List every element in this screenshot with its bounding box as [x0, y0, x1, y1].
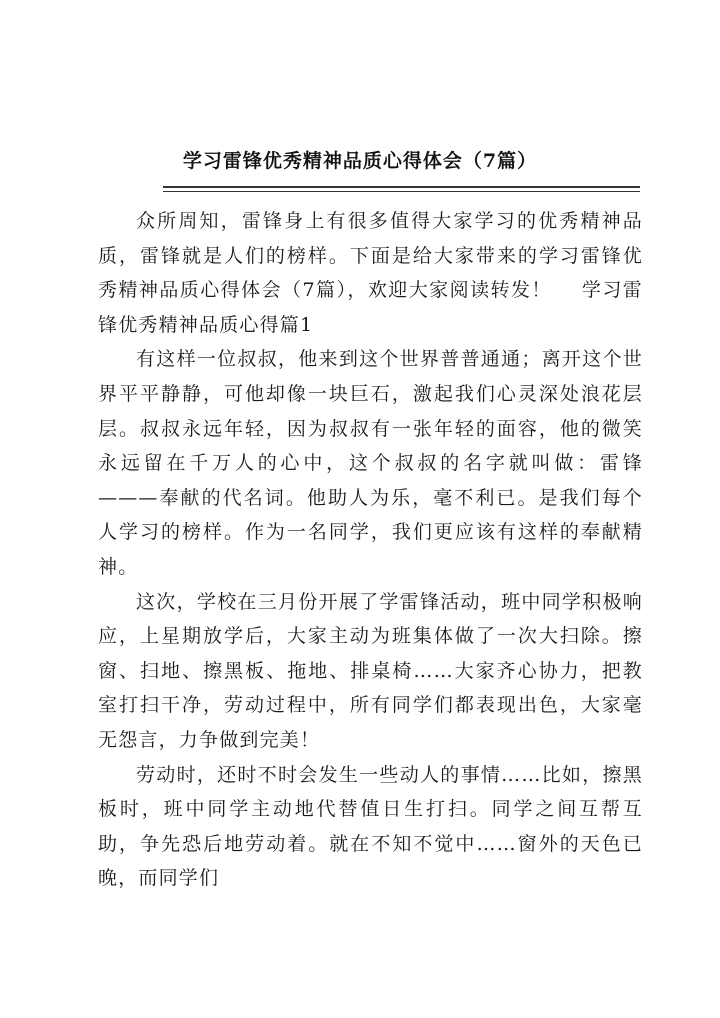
document-title: 学习雷锋优秀精神品质心得体会（7篇） — [182, 150, 538, 172]
body-paragraph-1: 有这样一位叔叔，他来到这个世界普普通通；离开这个世界平平静静，可他却像一块巨石，激起我们心灵深处浪花层层。叔叔永远年轻，因为叔叔有一张年轻的面容，他的微笑永远留在千万人的心中，这个叔叔的名字就叫做：雷锋———奉献的代名词。他助人为乐，毫不利已。是我们每个人学习的榜样。作为一名同学，我们更应该有这样的奉献精神。 — [98, 348, 643, 578]
body-paragraph-2: 这次，学校在三月份开展了学雷锋活动，班中同学积极响应，上星期放学后，大家主动为班集体做了一次大扫除。擦窗、扫地、擦黑板、拖地、排桌椅……大家齐心协力，把教室打扫干净，劳动过程中，所有同学们都表现出色，大家毫无怨言，力争做到完美！ — [98, 590, 643, 751]
title-underline-thin — [163, 191, 640, 192]
intro-text: 众所周知，雷锋身上有很多值得大家学习的优秀精神品质，雷锋就是人们的榜样。下面是给大家带来的学习雷锋优秀精神品质心得体会（7篇），欢迎大家阅读转发！ — [98, 210, 643, 302]
section-heading: 学习雷锋优秀精神品质心得篇1 — [98, 279, 643, 336]
title-underline — [163, 186, 640, 188]
body-paragraph-3: 劳动时，还时不时会发生一些动人的事情……比如，擦黑板时，班中同学主动地代替值日生打扫。同学之间互帮互助，争先恐后地劳动着。就在不知不觉中……窗外的天色已晚，而同学们 — [98, 763, 643, 890]
document-body — [98, 204, 643, 896]
intro-paragraph — [98, 204, 643, 342]
